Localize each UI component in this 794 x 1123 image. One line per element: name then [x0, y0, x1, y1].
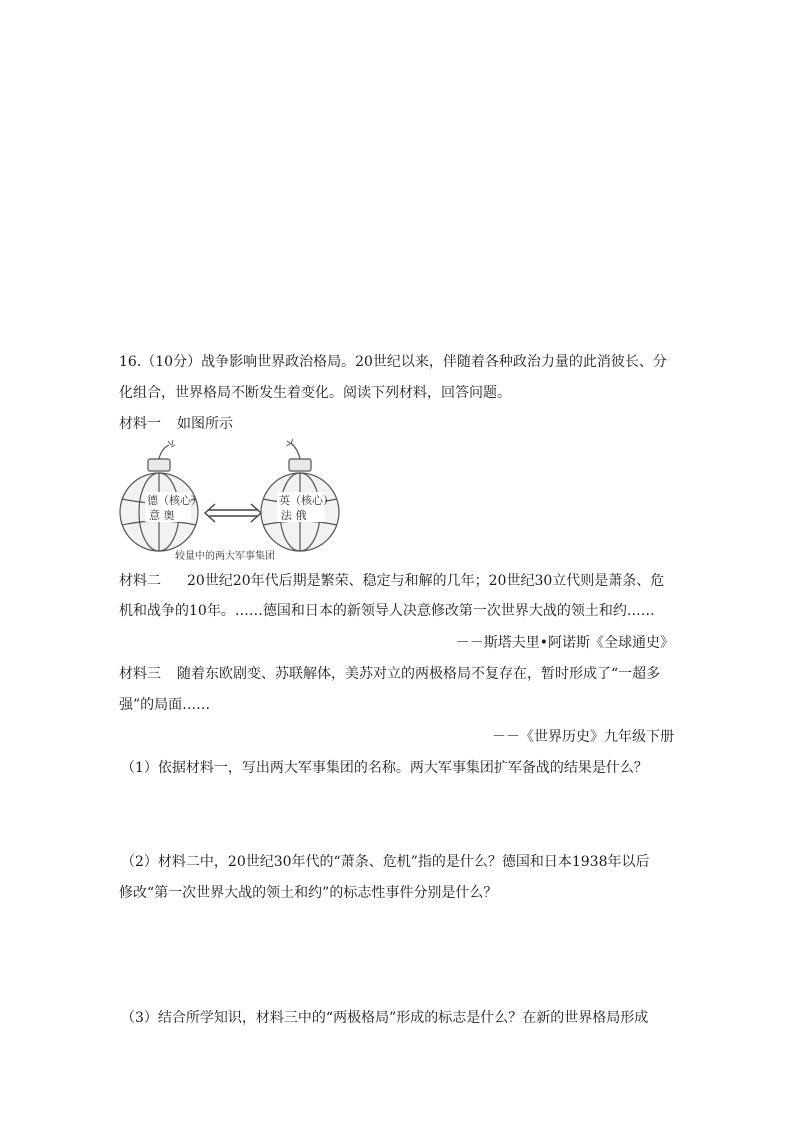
material-2-text-1: 20世纪20年代后期是繁荣、稳定与和解的几年；20世纪30立代则是萧条、危 [187, 573, 665, 589]
military-blocs-figure [119, 437, 364, 563]
material-3-source: －－《世界历史》九年级下册 [492, 729, 674, 745]
material-2-label: 材料二 [119, 573, 161, 589]
material-1-label: 材料一 [119, 416, 161, 432]
left-bomb-label-1: 德（核心） [147, 494, 202, 507]
double-arrow-icon [205, 504, 261, 522]
material-2-line-2: 机和战争的10年。……德国和日本的新领导人决意修改第一次世界大战的领土和约…… [119, 603, 655, 619]
sub-question-3-line-1: （3）结合所学知识，材料三中的“两极格局”形成的标志是什么？在新的世界格局形成 [121, 1010, 649, 1026]
material-1-heading [119, 414, 233, 434]
material-3-label: 材料三 [119, 666, 161, 682]
left-bomb-label-2: 意 奥 [149, 509, 175, 522]
figure-caption: 较量中的两大军事集团 [175, 551, 275, 562]
sub-question-1: （1）依据材料一，写出两大军事集团的名称。两大军事集团扩军备战的结果是什么？ [121, 760, 648, 776]
right-bomb-label-1: 英（核心） [279, 494, 334, 507]
material-1-text: 如图所示 [177, 416, 233, 432]
material-3-line-1 [119, 664, 660, 684]
question-stem-line-2: 化组合，世界格局不断发生着变化。阅读下列材料，回答问题。 [119, 385, 511, 401]
material-3-text-1: 随着东欧剧变、苏联解体，美苏对立的两极格局不复存在，暂时形成了“一超多 [177, 666, 661, 682]
material-2-line-1 [119, 571, 664, 591]
question-stem-line-1: 16.（10分）战争影响世界政治格局。20世纪以来，伴随着各种政治力量的此消彼长、分 [119, 354, 667, 370]
material-2-source: －－斯塔夫里•阿诺斯《全球通史》 [455, 635, 674, 651]
sub-question-2-line-2: 修改“第一次世界大战的领土和约”的标志性事件分别是什么？ [119, 885, 498, 901]
right-bomb-label-2: 法 俄 [281, 509, 307, 522]
material-3-line-2: 强”的局面…… [119, 697, 211, 713]
sub-question-2-line-1: （2）材料二中，20世纪30年代的“萧条、危机”指的是什么？德国和日本1938年以后 [121, 854, 650, 870]
